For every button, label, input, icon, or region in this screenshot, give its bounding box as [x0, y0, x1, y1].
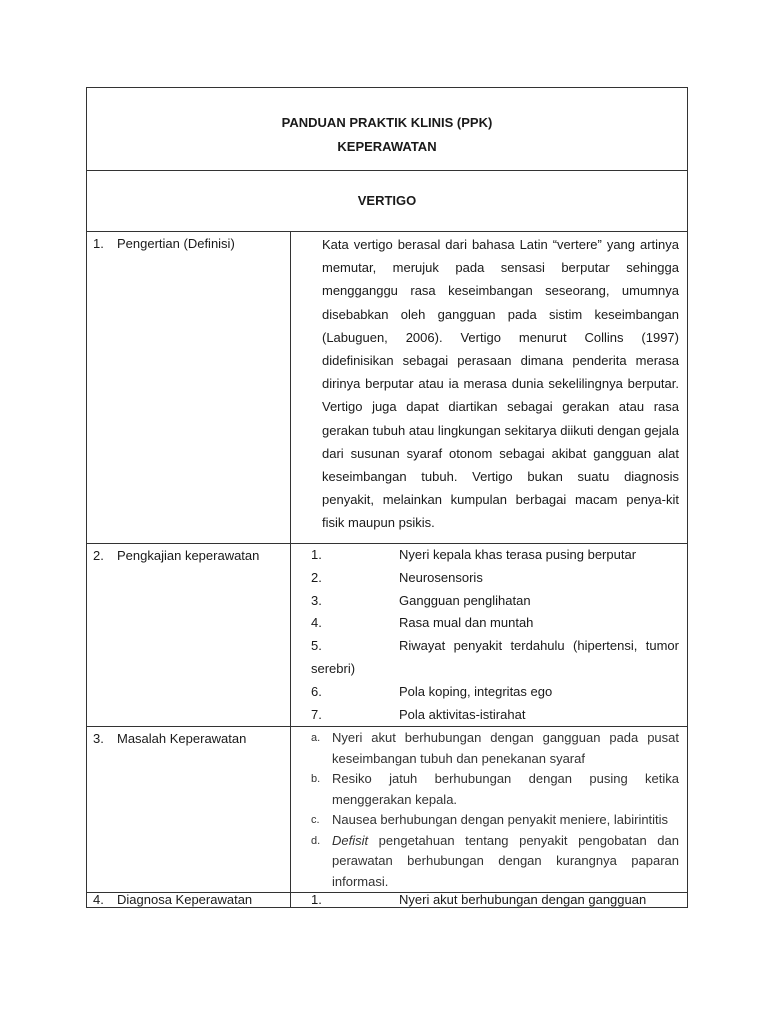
- row-assessment-content-cell: [291, 544, 688, 727]
- item-letter: b.: [311, 773, 321, 786]
- item-text: Nyeri kepala khas terasa pusing berputar: [399, 547, 637, 562]
- row-number: 2.: [93, 548, 104, 563]
- row-number: 3.: [93, 731, 104, 747]
- topic-cell: [87, 171, 688, 232]
- item-number: 5.: [311, 638, 322, 654]
- row-label-text: Masalah Keperawatan: [117, 731, 247, 747]
- item-text: pengetahuan tentang penyakit pengobatan dan perawatan berhubungan dengan kurangnya paparan informasi.: [332, 832, 679, 889]
- item-number: 7.: [311, 706, 322, 722]
- row-number: 1.: [93, 236, 104, 251]
- assessment-list: [291, 544, 687, 726]
- row-label-text: Pengkajian keperawatan: [117, 548, 260, 563]
- ppk-table: [86, 87, 688, 908]
- item-number: 1.: [311, 893, 322, 908]
- row-assessment-label-cell: [87, 544, 291, 727]
- item-text: Rasa mual dan muntah: [399, 615, 534, 631]
- row-label: [87, 893, 290, 907]
- item-letter: d.: [311, 834, 321, 847]
- item-number: 3.: [311, 592, 322, 608]
- item-text: Riwayat penyakit terdahulu (hipertensi, tumor serebri): [311, 638, 679, 676]
- row-problems: [87, 727, 688, 893]
- title-line-1: PANDUAN PRAKTIK KLINIS (PPK): [281, 115, 493, 130]
- row-diagnosis-label-cell: [87, 893, 291, 908]
- list-item: [311, 704, 679, 727]
- row-problems-label-cell: [87, 727, 291, 893]
- item-text: Pola aktivitas-istirahat: [399, 706, 526, 722]
- list-item: [311, 544, 679, 567]
- row-label-text: Pengertian (Definisi): [117, 236, 235, 251]
- document-title: [87, 111, 687, 159]
- item-letter: c.: [311, 814, 320, 827]
- definition-text: Kata vertigo berasal dari bahasa Latin “vertere” yang artinya memutar, merujuk pada sensasi berputar sehingga mengganggu rasa keseimbangan seseorang, umumnya disebabkan oleh gangguan pada sistim keseimbangan (Labuguen, 2006). Vertigo menurut Collins (1997) didefinisikan sebagai perasaan dimana penderita merasa dirinya berputar atau ia merasa dunia sekelilingnya berputar. Vertigo juga dapat diartikan sebagai gerakan atau rasa gerakan tubuh atau lingkungan sekitarya diikuti dengan gejala dari susunan syaraf otonom sebagai akibat gangguan alat keseimbangan tubuh. Vertigo bukan suatu diagnosis penyakit, melainkan kumpulan berbagai macam penya-kit fisik maupun psikis.: [322, 237, 679, 531]
- row-definition-label-cell: [87, 232, 291, 544]
- row-number: 4.: [93, 892, 104, 908]
- row-label-text: Diagnosa Keperawatan: [117, 892, 253, 908]
- row-label: [87, 232, 290, 252]
- row-diagnosis: [87, 893, 688, 908]
- list-item: [311, 810, 679, 831]
- list-item: [311, 728, 679, 769]
- item-italic-text: Defisit: [332, 832, 369, 848]
- item-number: 4.: [311, 615, 322, 631]
- title-line-2: KEPERAWATAN: [337, 139, 437, 154]
- row-assessment: [87, 544, 688, 727]
- item-text: Neurosensoris: [399, 569, 483, 585]
- item-text: Gangguan penglihatan: [399, 592, 531, 608]
- item-number: 1.: [311, 547, 322, 562]
- item-number: 6.: [311, 683, 322, 699]
- item-text: Nyeri akut berhubungan dengan gangguan: [399, 893, 647, 908]
- item-text: Resiko jatuh berhubungan dengan pusing ketika menggerakan kepala.: [332, 771, 679, 807]
- item-text: Nausea berhubungan dengan penyakit meniere, labirintitis: [332, 812, 669, 828]
- row-label: [87, 544, 290, 564]
- diagnosis-item: [291, 893, 687, 907]
- problems-list: [291, 727, 687, 892]
- title-cell: [87, 88, 688, 171]
- list-item: [311, 567, 679, 590]
- row-problems-content-cell: [291, 727, 688, 893]
- title-row: [87, 88, 688, 171]
- topic-row: [87, 171, 688, 232]
- list-item: [311, 831, 679, 893]
- item-text: Nyeri akut berhubungan dengan gangguan pada pusat keseimbangan tubuh dan penekanan syaraf: [332, 730, 679, 766]
- item-number: 2.: [311, 569, 322, 585]
- topic-title: VERTIGO: [357, 193, 417, 208]
- item-letter: a.: [311, 732, 321, 745]
- row-definition-content-cell: [291, 232, 688, 544]
- list-item: [311, 769, 679, 810]
- item-text: Pola koping, integritas ego: [399, 683, 553, 699]
- list-item: [311, 612, 679, 635]
- row-diagnosis-content-cell: [291, 893, 688, 908]
- list-item: [311, 590, 679, 613]
- row-definition: [87, 232, 688, 544]
- row-label: [87, 727, 290, 747]
- list-item: [311, 635, 679, 681]
- list-item: [311, 681, 679, 704]
